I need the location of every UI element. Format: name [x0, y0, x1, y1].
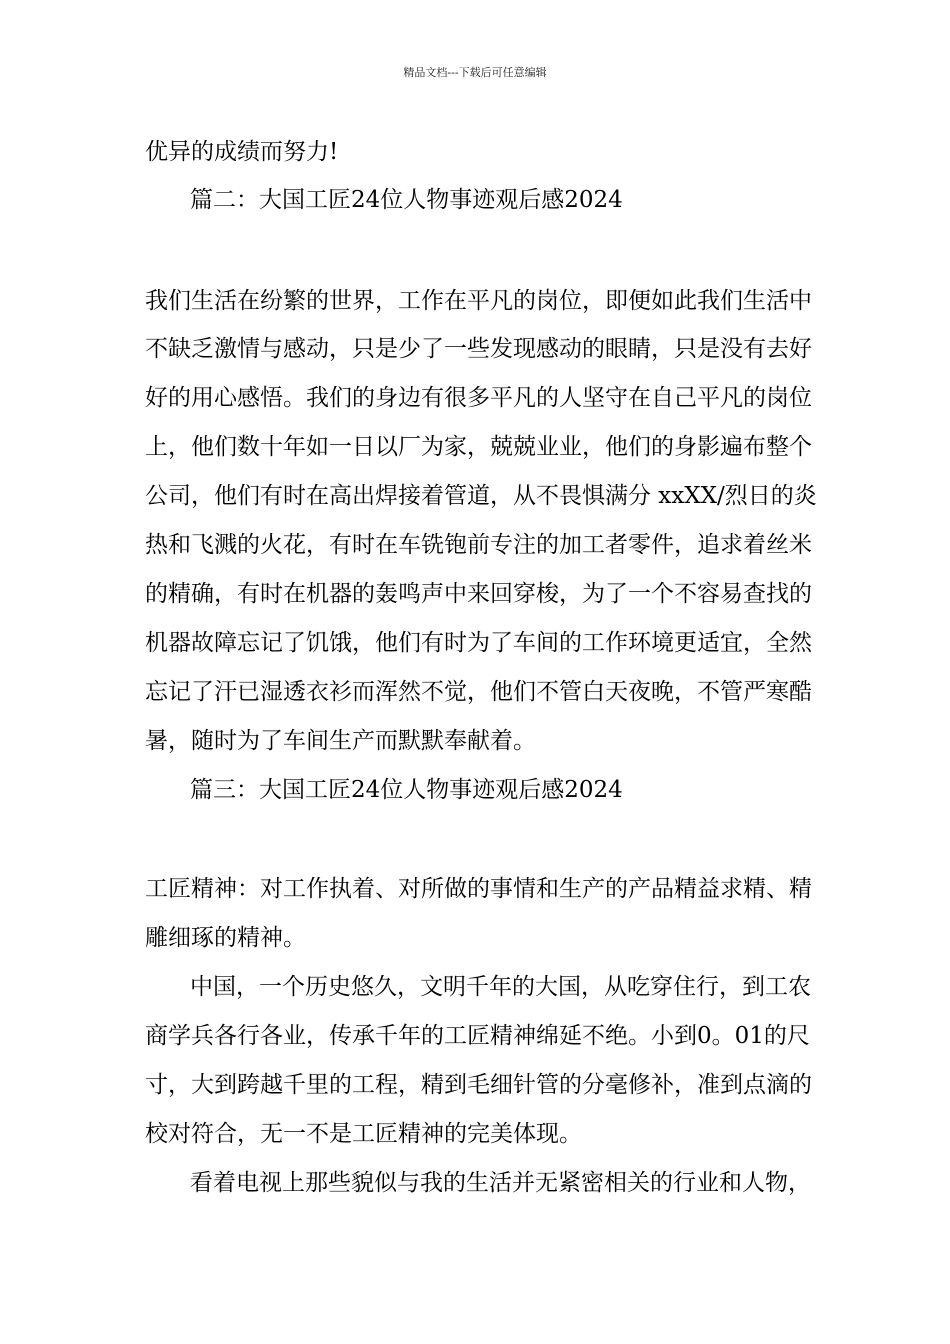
body-line: 好的用心感悟。我们的身边有很多平凡的人坚守在自己平凡的岗位 — [145, 385, 812, 411]
body-line: 校对符合，无一不是工匠精神的完美体现。 — [145, 1121, 582, 1147]
body-line: 机器故障忘记了饥饿，他们有时为了车间的工作环境更适宜，全然 — [145, 630, 812, 656]
body-line: 的精确，有时在机器的轰鸣声中来回穿梭，为了一个不容易查找的 — [145, 581, 812, 607]
section-heading: 篇二：大国工匠24位人物事迹观后感2024 — [190, 187, 623, 213]
body-line: 我们生活在纷繁的世界，工作在平凡的岗位，即便如此我们生活中 — [145, 288, 812, 314]
body-line: 寸，大到跨越千里的工程，精到毛细针管的分毫修补，准到点滴的 — [145, 1072, 812, 1098]
body-line: 优异的成绩而努力! — [145, 139, 339, 165]
body-line: 雕细琢的精神。 — [145, 925, 306, 951]
body-line: 看着电视上那些貌似与我的生活并无紧密相关的行业和人物， — [190, 1170, 811, 1196]
body-line: 热和飞溅的火花，有时在车铣铇前专注的加工者零件，追求着丝米 — [145, 532, 812, 558]
body-line: 不缺乏激情与感动，只是少了一些发现感动的眼睛，只是没有去好 — [145, 336, 812, 362]
body-line: 公司，他们有时在高出焊接着管道，从不畏惧满分 xxXX/烈日的炎 — [145, 483, 817, 509]
body-line: 上，他们数十年如一日以厂为家，兢兢业业，他们的身影遍布整个 — [145, 434, 812, 460]
body-line: 工匠精神：对工作执着、对所做的事情和生产的产品精益求精、精 — [145, 876, 812, 902]
body-line: 暑，随时为了车间生产而默默奉献着。 — [145, 728, 536, 754]
body-line: 商学兵各行各业，传承千年的工匠精神绵延不绝。小到0。01的尺 — [145, 1023, 810, 1049]
body-line: 忘记了汗已湿透衣衫而浑然不觉，他们不管白天夜晚，不管严寒酷 — [145, 679, 812, 705]
page-header: 精品文档---下载后可任意编辑 — [403, 66, 547, 79]
section-heading: 篇三：大国工匠24位人物事迹观后感2024 — [190, 777, 623, 803]
body-line: 中国，一个历史悠久，文明千年的大国，从吃穿住行，到工农 — [190, 974, 811, 1000]
